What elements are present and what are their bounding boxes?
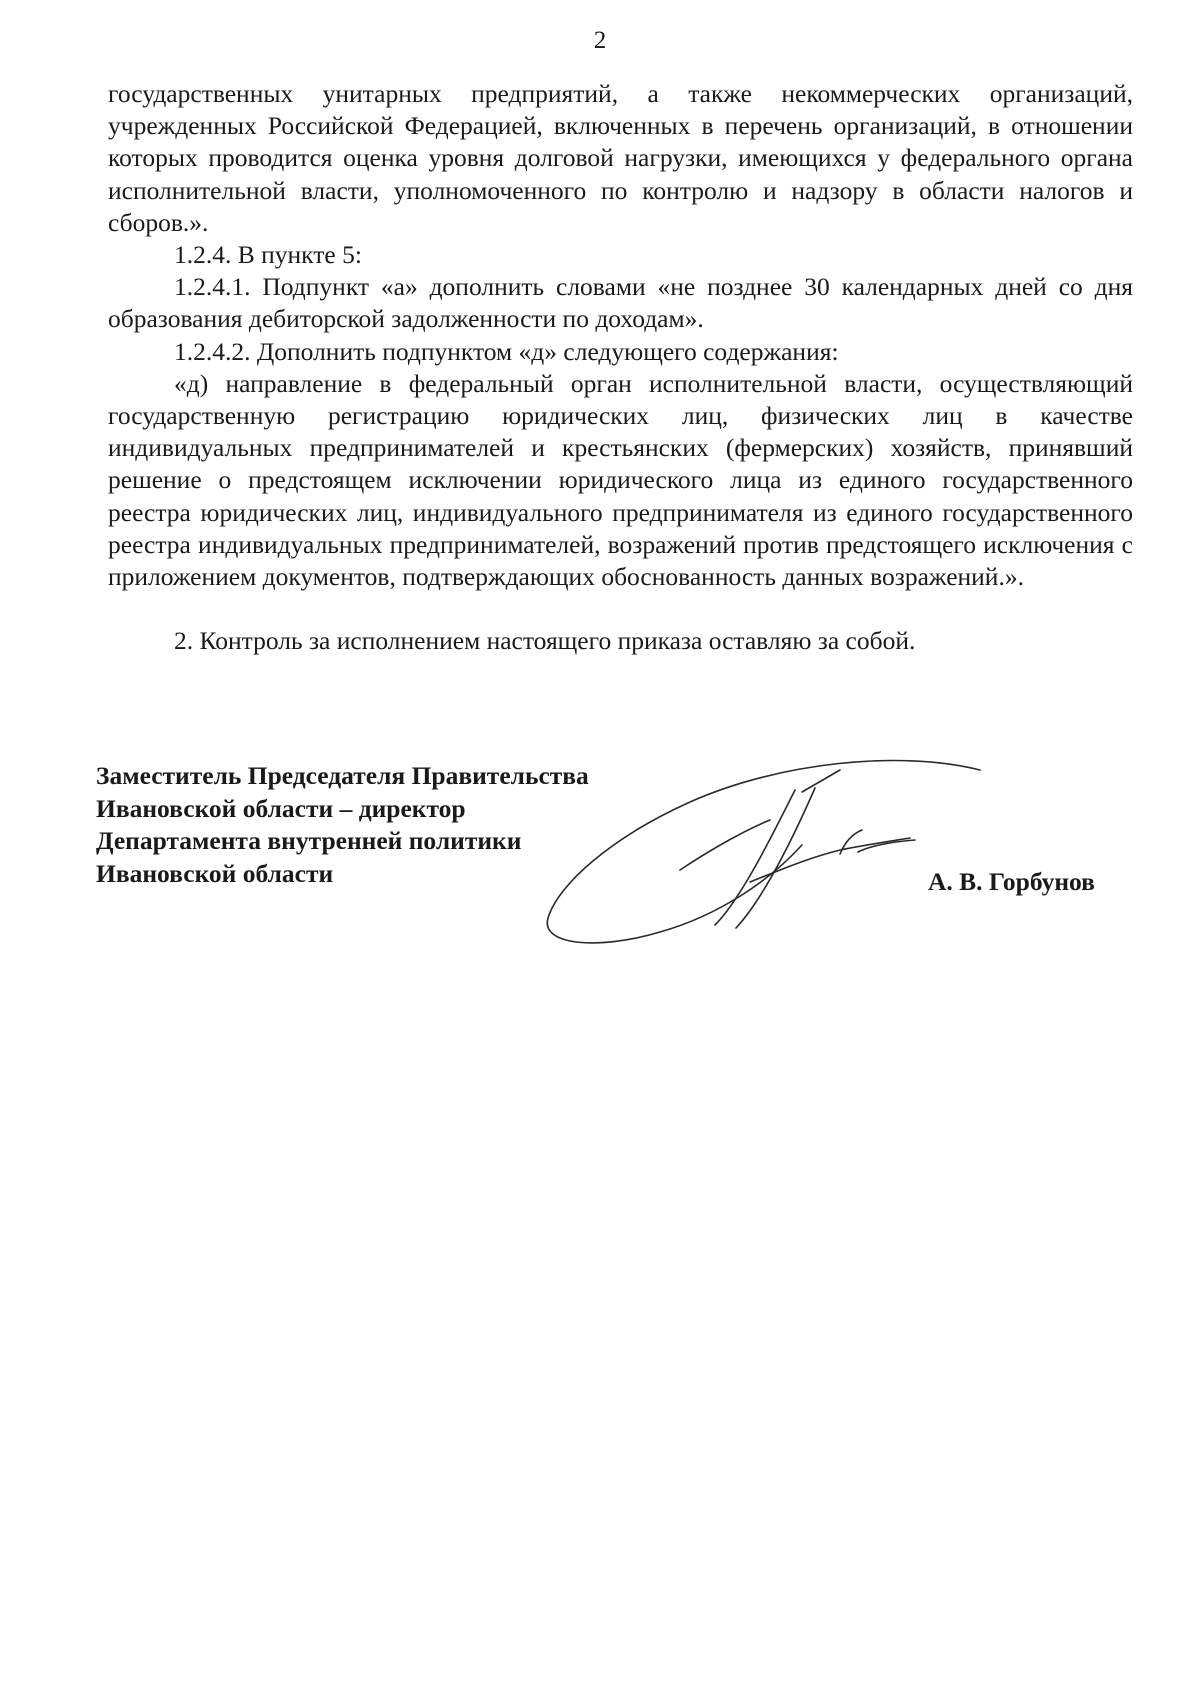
signatory-name: А. В. Горбунов: [928, 867, 1095, 896]
signatory-position-line: Департамента внутренней политики: [96, 826, 522, 855]
paragraph-subitem-d: «д) направление в федеральный орган исполнительной власти, осуществляющий государственную регистрацию юридических лиц, физических лиц в качестве индивидуальных предпринимателей и крестьянских (фермерских) хозяйств, принявший решение о предстоящем исключении юридического лица из единого государственного реестра юридических лиц, индивидуального предпринимателя из единого государственного реестра индивидуальных предпринимателей, возражений против предстоящего исключения с приложением документов, подтверждающих обоснованность данных возражений.».: [108, 368, 1133, 592]
paragraph-item-2: 2. Контроль за исполнением настоящего приказа оставляю за собой.: [174, 626, 916, 656]
page-number: 2: [593, 27, 607, 54]
signatory-position-line: Заместитель Председателя Правительства: [96, 761, 589, 790]
paragraph-item-1-2-4: 1.2.4. В пункте 5:: [174, 240, 362, 270]
paragraph-item-1-2-4-1: 1.2.4.1. Подпункт «а» дополнить словами «не позднее 30 календарных дней со дня образования дебиторской задолженности по доходам».: [108, 272, 1133, 334]
paragraph-continuation: государственных унитарных предприятий, а также некоммерческих организаций, учрежденных Российской Федерацией, включенных в перечень организаций, в отношении которых проводится оценка уровня долговой нагрузки, имеющихся у федерального органа исполнительной власти, уполномоченного по контролю и надзору в области налогов и сборов.».: [108, 79, 1133, 237]
handwritten-signature: [540, 750, 1000, 960]
document-body: [108, 78, 1133, 657]
signatory-position-line: Ивановской области – директор: [96, 793, 466, 823]
signatory-position-line: Ивановской области: [96, 858, 334, 888]
paragraph-item-1-2-4-2: 1.2.4.2. Дополнить подпунктом «д» следующего содержания:: [174, 336, 839, 366]
